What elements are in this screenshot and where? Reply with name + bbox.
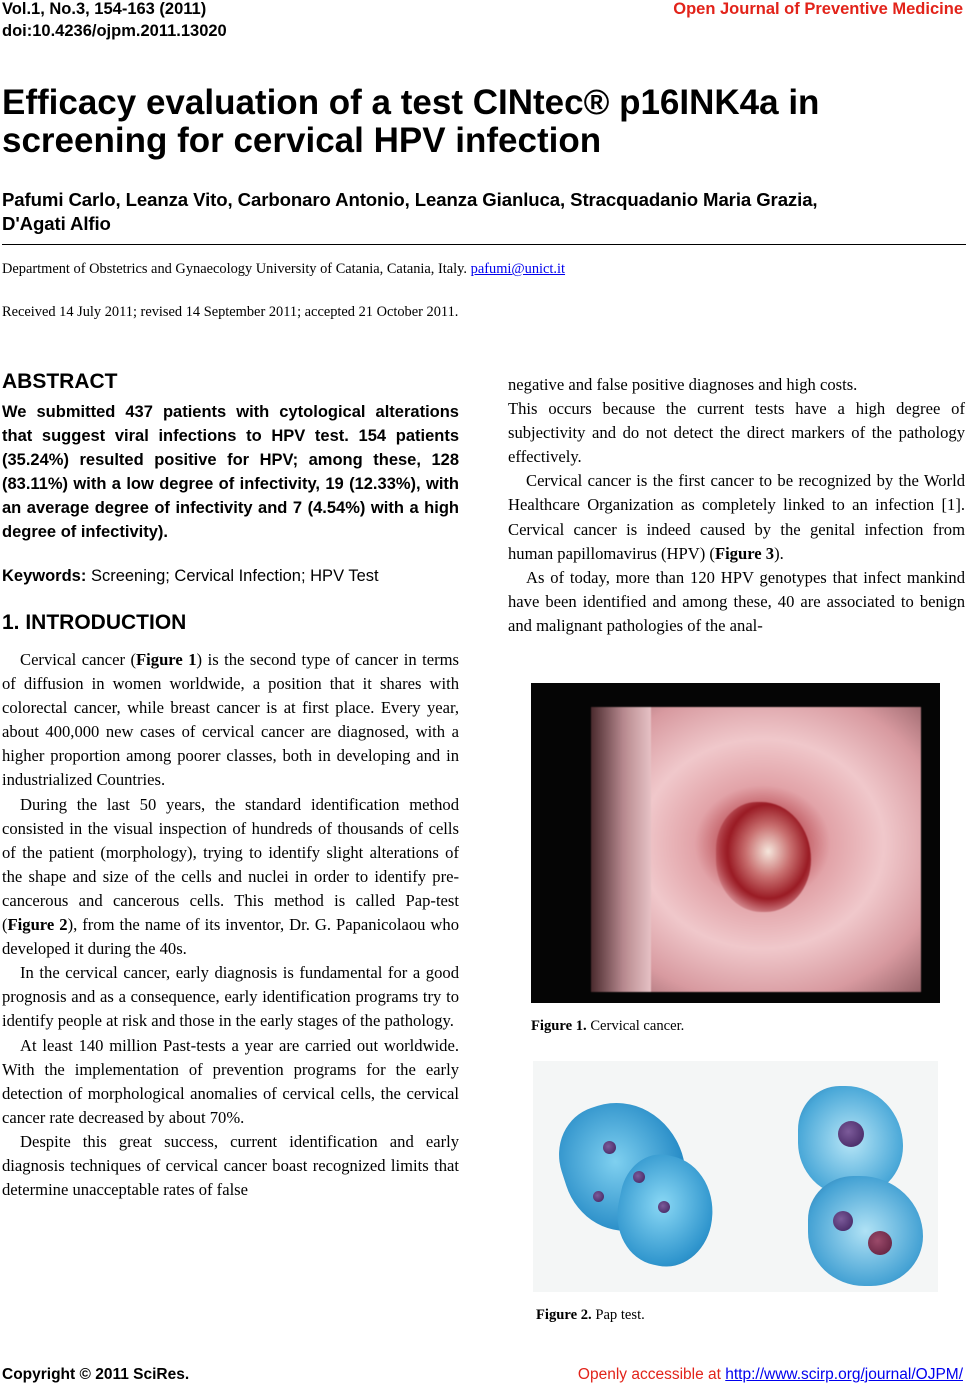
authors: [2, 188, 968, 236]
nucleus: [868, 1231, 892, 1255]
figure-1-caption: [531, 1016, 684, 1036]
left-column: [2, 368, 459, 1202]
intro-paragraph-3: In the cervical cancer, early diagnosis is fundamental for a good prognosis and as a consequence, early identification programs try to identify people at risk and those in the early stages of the pathology.: [2, 963, 459, 1031]
right-paragraph-3: As of today, more than 120 HPV genotypes that infect mankind have been identified and among these, 40 are associated to benign and malignant pathologies of the anal-: [508, 567, 965, 635]
figure-2-caption: [536, 1305, 645, 1325]
intro-p1-text-b: ) is the second type of cancer in terms of diffusion in women worldwide, a position that it shares with colorectal cancer, while breast cancer is at first place. Every year, about 400,000 new cases of cervical cancer are diagnosed, with a higher proportion among poorer classes, both in developing and in industrialized Countries.: [2, 650, 459, 790]
figure-3-reference: Figure 3: [714, 543, 775, 563]
nucleus: [603, 1141, 616, 1154]
right-p2-text-a: Cervical cancer is the first cancer to be recognized by the World Healthcare Organization as completely linked to an infection [1]. Cervical cancer is indeed caused by the genital infection from human papillomavirus (HPV) (: [508, 471, 965, 563]
intro-p2-text-b: ), from the name of its inventor, Dr. G. Papanicolaou who developed it during the 40s.: [2, 915, 460, 959]
intro-p1-text-a: Cervical cancer (: [20, 650, 137, 669]
affiliation-text: Department of Obstetrics and Gynaecology University of Catania, Catania, Italy.: [2, 261, 468, 277]
nucleus: [593, 1191, 604, 1202]
nucleus: [838, 1121, 864, 1147]
right-p2-text-b: ).: [774, 543, 784, 563]
paper-title: [2, 84, 942, 160]
cell-right-bottom: [808, 1176, 923, 1286]
copyright: Copyright © 2011 SciRes.: [2, 1366, 190, 1383]
figure-2-image: [533, 1061, 938, 1292]
title-line-2: screening for cervical HPV infection: [2, 121, 602, 160]
tissue-fold: [591, 707, 651, 992]
header-left: [2, 0, 227, 42]
keywords-text: Screening; Cervical Infection; HPV Test: [90, 567, 379, 585]
intro-paragraph-1: [2, 648, 459, 793]
footer-access: [578, 1365, 963, 1385]
right-column: [508, 373, 965, 638]
access-text: Openly accessible at: [577, 1366, 721, 1383]
dates: Received 14 July 2011; revised 14 September 2011; accepted 21 October 2011.: [2, 304, 459, 320]
keywords: [2, 564, 459, 588]
title-divider: [2, 244, 966, 245]
introduction-heading: 1. INTRODUCTION: [2, 611, 187, 634]
keywords-label: Keywords:: [2, 567, 87, 585]
cervix-photo: [591, 707, 921, 992]
nucleus: [833, 1211, 853, 1231]
right-paragraph-2: [508, 469, 965, 565]
figure-2-caption-text: Pap test.: [595, 1307, 645, 1323]
volume-info: Vol.1, No.3, 154-163 (2011): [2, 0, 207, 18]
figure-1-caption-text: Cervical cancer.: [590, 1018, 685, 1034]
title-line-1: Efficacy evaluation of a test CINtec® p16INK4a in: [2, 83, 820, 122]
nucleus: [658, 1201, 670, 1213]
intro-paragraph-2: [2, 793, 459, 962]
intro-paragraph-4: At least 140 million Past-tests a year are carried out worldwide. With the implementation of prevention programs for the early detection of morphological anomalies of cervical cells, the cervical cancer rate decreased by about 70%.: [2, 1035, 459, 1127]
intro-p2-text-a: During the last 50 years, the standard identification method consisted in the visual inspection of hundreds of thousands of cells of the patient (morphology), trying to identify slight alterations of the shape and size of the cells and nuclei in order to identify pre-cancerous and cancerous cells. This method is called Pap-test (: [2, 794, 459, 935]
journal-url-link[interactable]: http://www.scirp.org/journal/OJPM/: [725, 1366, 963, 1383]
doi: doi:10.4236/ojpm.2011.13020: [2, 22, 227, 40]
affiliation: [2, 259, 565, 279]
right-paragraph-0: negative and false positive diagnoses and high costs.: [508, 375, 858, 394]
figure-1-image: [531, 683, 940, 1003]
abstract-text: We submitted 437 patients with cytological alterations that suggest viral infections to HPV test. 154 patients (35.24%) resulted positive for HPV; among these, 128 (83.11%) with a low degree of infectivity, 19 (12.33%), with an average degree of infectivity and 7 (4.54%) with a high degree of infectivity).: [2, 403, 459, 541]
authors-line-1: Pafumi Carlo, Leanza Vito, Carbonaro Antonio, Leanza Gianluca, Stracquadanio Maria Grazia,: [2, 189, 818, 210]
figure-1-label: Figure 1.: [531, 1018, 587, 1034]
figure-2-reference: Figure 2: [7, 915, 68, 935]
figure-1-reference: Figure 1: [136, 650, 197, 669]
figure-2-label: Figure 2.: [536, 1307, 592, 1323]
email-link[interactable]: pafumi@unict.it: [470, 261, 566, 277]
right-paragraph-1: This occurs because the current tests have a high degree of subjectivity and do not detect the direct markers of the pathology effectively.: [508, 399, 965, 467]
intro-paragraph-5: Despite this great success, current identification and early diagnosis techniques of cervical cancer boast recognized limits that determine unacceptable rates of false: [2, 1131, 459, 1200]
abstract-heading: ABSTRACT: [2, 370, 118, 393]
authors-line-2: D'Agati Alfio: [2, 213, 111, 234]
nucleus: [633, 1171, 645, 1183]
lesion: [716, 802, 811, 912]
journal-name: Open Journal of Preventive Medicine: [673, 0, 963, 18]
